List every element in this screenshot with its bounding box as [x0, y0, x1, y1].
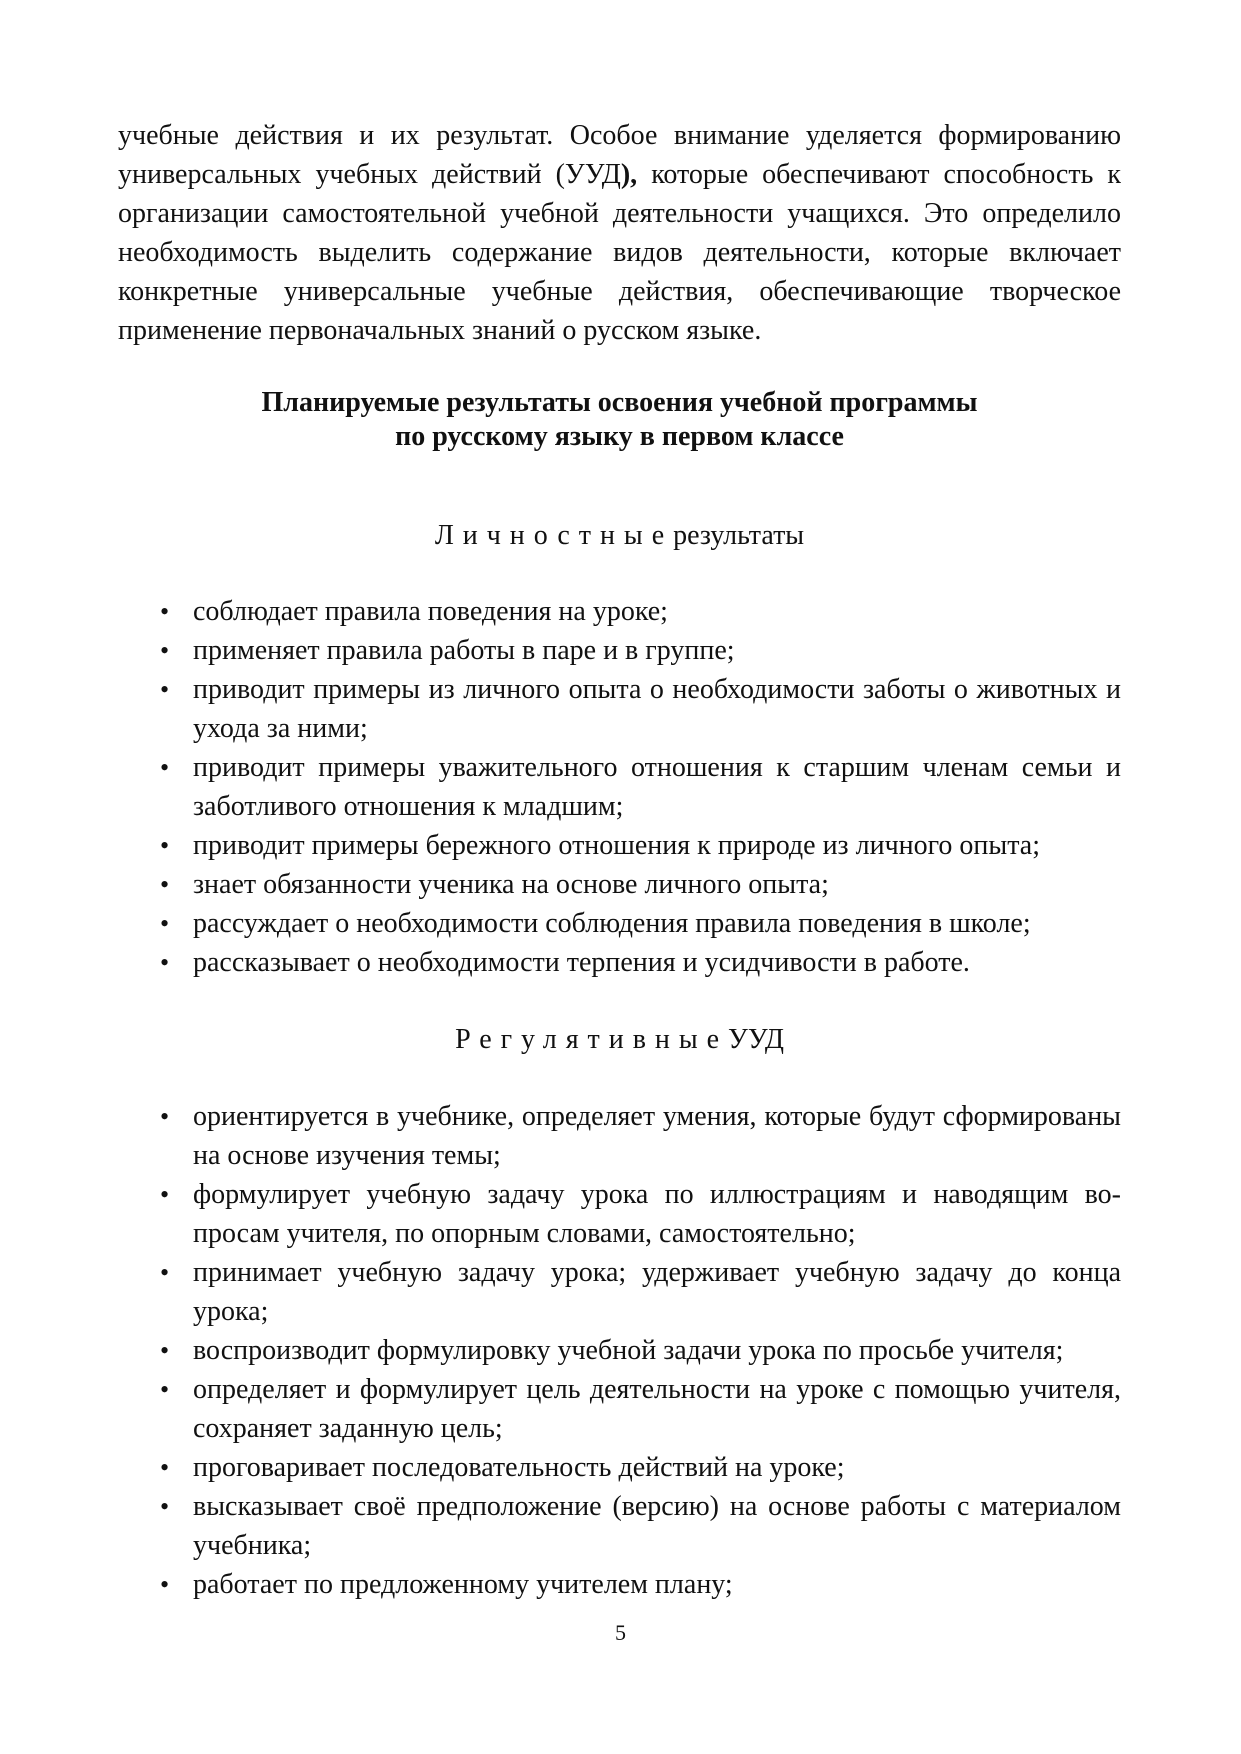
list-item: • формулирует учебную задачу урока по иллюстрациям и наводящим вопросам учителя, по опорным словами, самостоятельно; [118, 1175, 1121, 1253]
regulatory-uud-list [118, 1097, 1121, 1604]
section-heading [118, 386, 1121, 454]
list-item: • принимает учебную задачу урока; удерживает учебную задачу до конца урока; [118, 1253, 1121, 1331]
regulatory-uud-title [118, 1023, 1121, 1057]
regulatory-title-spaced: Регулятивные [455, 1024, 728, 1055]
page-number: 5 [615, 1620, 626, 1645]
list-item: • высказывает своё предположение (версию) на основе работы с материалом учебника; [118, 1487, 1121, 1565]
personal-results-list [118, 592, 1121, 982]
list-item: • ориентируется в учебнике, определяет умения, которые будут сформированы на основе изучения темы; [118, 1097, 1121, 1175]
list-item: • соблюдает правила поведения на уроке; [118, 592, 1121, 631]
intro-bold-punctuation: ), [620, 159, 638, 190]
list-item: • применяет правила работы в паре и в группе; [118, 631, 1121, 670]
personal-title-spaced: Личностные [434, 520, 674, 551]
list-item: • рассказывает о необходимости терпения и усидчивости в работе. [118, 943, 1121, 982]
list-item: • приводит примеры уважительного отношения к старшим членам семьи и заботливого отношения к младшим; [118, 748, 1121, 826]
intro-text-start: учебные действия и их результат. Особое внимание уделяется формированию универсальных учебных действий (УУД [118, 120, 1121, 190]
heading-line-1: Планируемые результаты освоения учебной программы [261, 387, 978, 418]
regulatory-title-rest: УУД [728, 1024, 784, 1055]
list-item: • проговаривает последовательность действий на уроке; [118, 1448, 1121, 1487]
intro-text-end: которые обеспечивают способность к организации самостоятельной учебной деятельности учащихся. Это определило необходимость выделить содержание видов деятельности, которые включает конкретные универсальные учебные действия, обеспечивающие творческое применение первоначальных знаний о русском языке. [118, 159, 1121, 346]
list-item: • знает обязанности ученика на основе личного опыта; [118, 865, 1121, 904]
personal-results-title [118, 519, 1121, 553]
list-item: • работает по предложенному учителем плану; [118, 1565, 1121, 1604]
intro-paragraph [118, 116, 1121, 350]
list-item: • рассуждает о необходимости соблюдения правила поведения в школе; [118, 904, 1121, 943]
list-item: • приводит примеры из личного опыта о необходимости заботы о животных и ухода за ними; [118, 670, 1121, 748]
heading-line-2: по русскому языку в первом классе [395, 421, 844, 452]
list-item: • воспроизводит формулировку учебной задачи урока по просьбе учителя; [118, 1331, 1121, 1370]
list-item: • приводит примеры бережного отношения к природе из личного опыта; [118, 826, 1121, 865]
list-item: • определяет и формулирует цель деятельности на уроке с помощью учителя, сохраняет заданную цель; [118, 1370, 1121, 1448]
personal-title-rest: результаты [673, 520, 805, 551]
